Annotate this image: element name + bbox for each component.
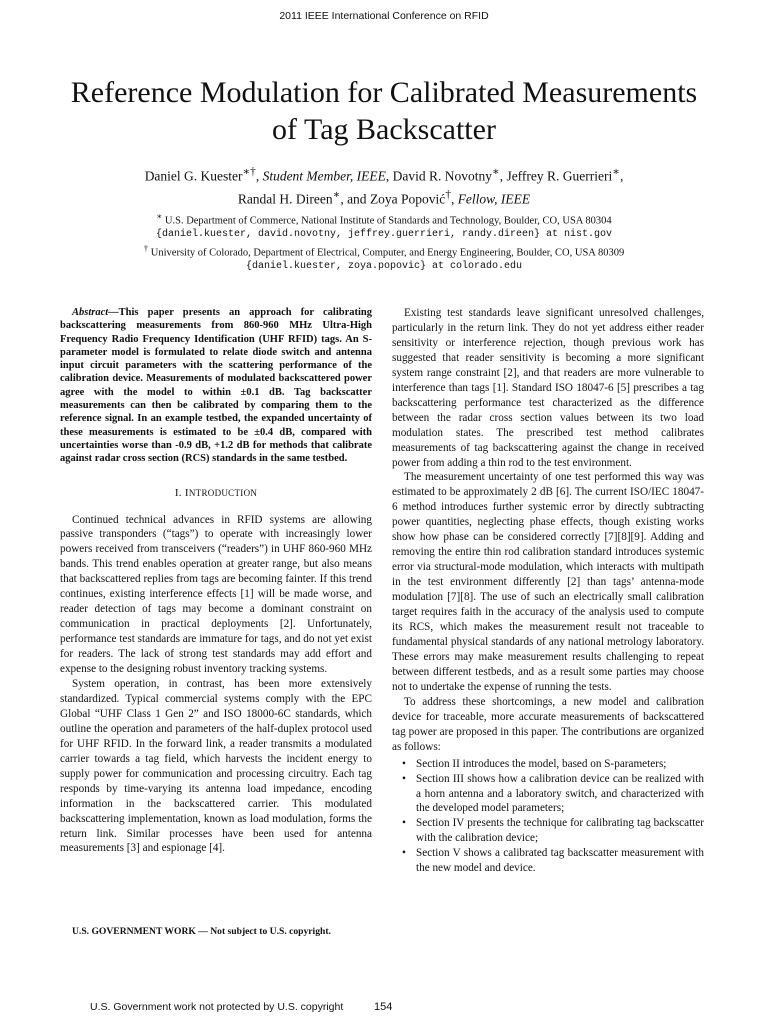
paragraph: To address these shortcomings, a new model and calibration device for traceable, more accurate measurements of backscattered tag power are proposed in this paper. The contributions are organized as follows: [392, 695, 704, 753]
section-number: I. [174, 486, 182, 499]
author-role: Student Member, IEEE [262, 168, 386, 184]
affiliation-emails: {daniel.kuester, zoya.popovic} at colorado.edu [245, 261, 523, 273]
affiliation-mark: † [143, 243, 149, 254]
affiliation-cu [40, 242, 728, 260]
government-work-note: U.S. GOVERNMENT WORK — Not subject to U.S. copyright. [72, 926, 331, 937]
bullet-icon: • [402, 817, 406, 830]
affiliation-text: U.S. Department of Commerce, National Institute of Standards and Technology, Boulder, CO, USA 80304 [164, 215, 612, 227]
title-line-1: Reference Modulation for Calibrated Measurements [70, 76, 698, 109]
affiliation-text: University of Colorado, Department of Electrical, Computer, and Energy Engineering, Boulder, CO, USA 80309 [150, 247, 625, 259]
bullet-icon: • [402, 847, 406, 860]
author-name: Zoya Popović [369, 191, 446, 206]
bullet-icon: • [402, 772, 406, 785]
author-mark: ∗ [612, 166, 620, 178]
author-name: Jeffrey R. Guerrieri [506, 168, 613, 184]
list-item [402, 757, 704, 772]
affiliation-emails: {daniel.kuester, david.novotny, jeffrey.guerrieri, randy.direen} at nist.gov [155, 229, 613, 241]
author-list [60, 163, 708, 208]
author-name: Randal H. Direen [237, 191, 333, 206]
author-line-1: Daniel G. Kuester∗†, Student Member, IEEE, David R. Novotny∗, Jeffrey R. Guerrieri∗, [144, 166, 624, 184]
abstract-label: Abstract [72, 307, 109, 318]
list-item-text: Section IV presents the technique for calibrating tag backscatter with the calibration device; [416, 817, 704, 845]
author-mark: ∗† [242, 166, 256, 178]
title-line-2: of Tag Backscatter [272, 113, 496, 146]
author-line-2: Randal H. Direen∗, and Zoya Popović†, Fellow, IEEE [237, 188, 531, 206]
affiliation-mark: ∗ [156, 211, 163, 221]
author-mark: ∗ [492, 166, 500, 178]
section-title-initial: I [184, 486, 189, 499]
section-heading [60, 486, 372, 501]
author-name: Daniel G. Kuester [144, 168, 243, 184]
paragraph: Continued technical advances in RFID systems are allowing passive transponders (“tags”) to operate with increasingly lower powers received from transceivers (“readers”) in UHF 860-960 MHz bands. This trend enables operation at greater range, but also means that backscattered replies from tags are becoming fainter. If this trend continues, existing interference effects [1] will be made worse, and reader detection of tags may become a dominant constraint on communication in practical deployments [2]. Unfortunately, performance test standards are immature for tags, and do not yet exist for readers. The lack of strong test standards may add effort and expense to the designing robust inventory tracking systems. [60, 513, 372, 676]
list-item-text: Section II introduces the model, based on S-parameters; [416, 757, 667, 770]
footer-copyright-notice: U.S. Government work not protected by U.S. copyright [90, 1001, 344, 1013]
paragraph: Existing test standards leave significant unresolved challenges, particularly in the return link. They do not yet address either reader sensitivity or interference rejection, though previous work has suggested that reader sensitivity is becoming a more significant system range constraint [2], and that readers are more vulnerable to interference than tags [1]. Standard ISO 18047-6 [5] prescribes a tag backscattering performance test characterized as the difference between the radar cross section values between its two load modulation states. The prescribed test method calibrates measurements of tag backscattering against the change in received power from adding a thin rod to the test environment. [392, 307, 704, 469]
abstract [60, 306, 372, 466]
list-item [402, 816, 704, 846]
author-mark: ∗ [332, 188, 341, 201]
list-item [402, 772, 704, 817]
affiliations [40, 210, 728, 274]
bullet-icon: • [402, 757, 406, 770]
list-item-text: Section III shows how a calibration device can be realized with a horn antenna and a laboratory switch, and characterized with the developed model parameters; [416, 772, 704, 815]
left-column [60, 306, 372, 856]
list-item-text: Section V shows a calibrated tag backscatter measurement with the new model and device. [416, 847, 704, 875]
page-number: 154 [374, 1001, 393, 1013]
paragraph: The measurement uncertainty of one test performed this way was estimated to be approximately 2 dB [6]. The current ISO/IEC 18047-6 method introduces further systemic error by directly subtracting power quantities, neglecting phase effects, though existing works show how phase can be considered correctly [7][8][9]. Adding and removing the entire thin rod calibration standard introduces systemic error via structural-mode modulation, which interacts with multipath in the test environment differently [2] than tags’ antenna-mode modulation [7][8]. The use of such an electrically small calibration target requires faith in the accuracy of the analysis used to compute its RCS, which makes the measurement result not traceable to fundamental physical standards of any national metrology laboratory. These errors may make measurement results challenging to repeat between different testbeds, and as a result some parties may choose not to undertake the expense of running the tests. [392, 471, 704, 693]
author-mark: † [445, 188, 451, 201]
author-name: David R. Novotny [392, 168, 493, 184]
right-column [392, 306, 704, 876]
running-header: 2011 IEEE International Conference on RFID [279, 10, 489, 22]
paper-title [40, 74, 728, 148]
author-role: Fellow, IEEE [457, 191, 531, 206]
paragraph: System operation, in contrast, has been more extensively standardized. Typical commercial systems comply with the EPC Global “UHF Class 1 Gen 2” and ISO 18000-6C standards, which outline the operation and parameters of the half-duplex protocol used for UHF RFID. In the forward link, a reader transmits a modulated carrier towards a tag field, which harvests the incident energy to supply power for communication and processing circuitry. Each tag responds by time-varying its antenna load impedance, encoding information in the backscattered carrier. This modulated backscattering implementation, known as load modulation, forms the return link. Similar processes have been used for antenna measurements [3] and espionage [4]. [60, 678, 372, 855]
abstract-text: —This paper presents an approach for calibrating backscattering measurements from 860-960 MHz Ultra-High Frequency Radio Frequency Identification (UHF RFID) tags. An S-parameter model is formulated to relate diode switch and antenna input circuit parameters with the scattering performance of the calibration device. Measurements of modulated backscattered power agree with the model to within ±0.1 dB. Tag backscatter measurements can then be calibrated by comparing them to the reference signal. In an example testbed, the expanded uncertainty of these measurements is estimated to be ±0.4 dB, compared with uncertainties worse than -0.9 dB, +1.2 dB for methods that calibrate against radar cross section (RCS) standards in the same testbed. [60, 307, 372, 465]
contributions-list [392, 757, 704, 877]
section-title-rest: NTRODUCTION [188, 487, 258, 498]
list-item [402, 846, 704, 876]
affiliation-nist [40, 210, 728, 228]
